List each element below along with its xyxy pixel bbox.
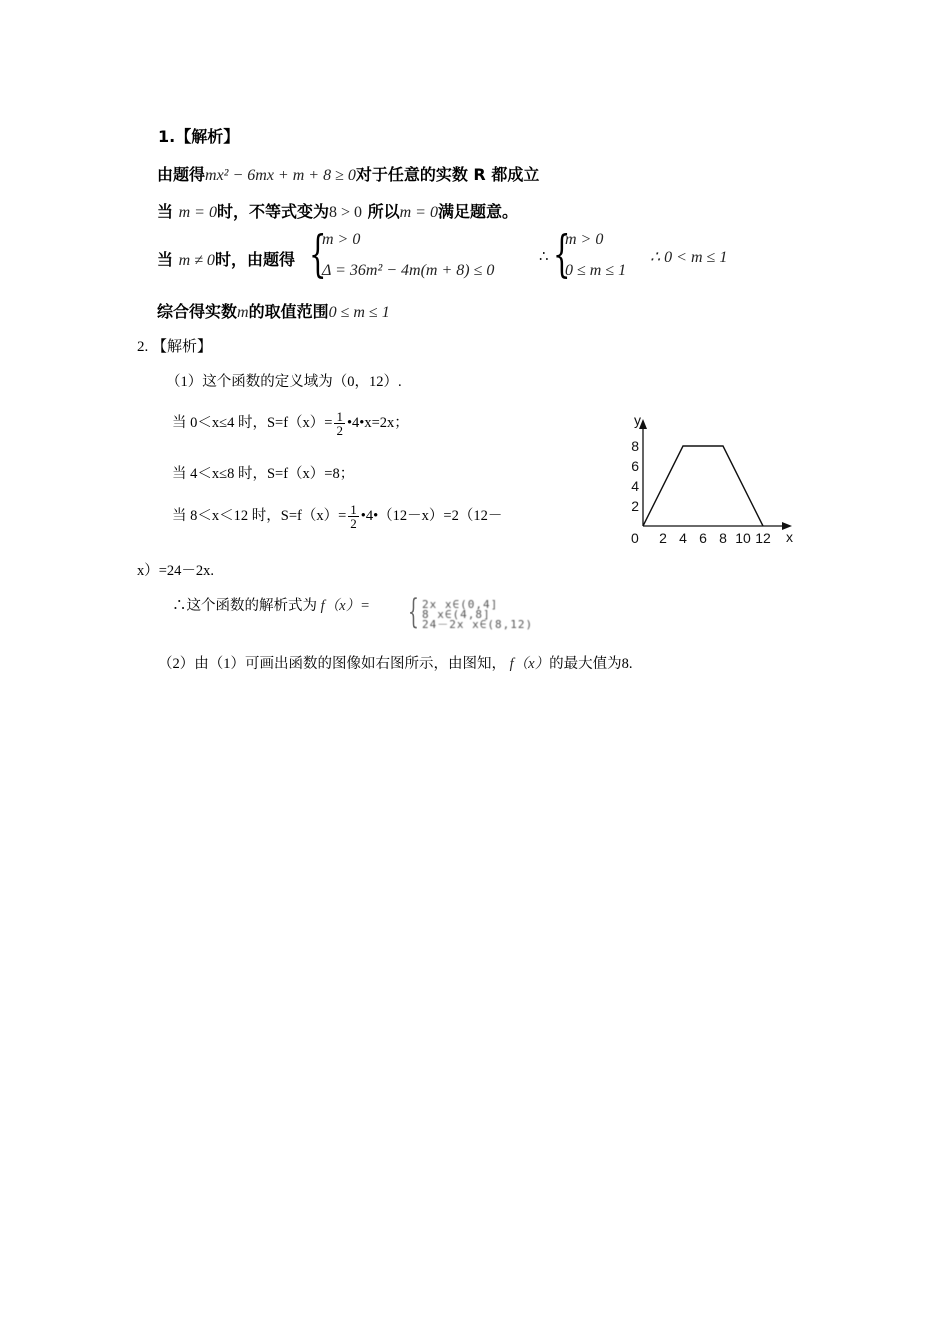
piecewise-brace: { — [408, 592, 419, 632]
system2-brace: { — [553, 225, 571, 283]
q2-case3 — [172, 503, 502, 530]
q1-heading: 1.【解析】 — [158, 127, 240, 146]
system1-brace: { — [309, 225, 327, 283]
q2-case1-den: 2 — [336, 423, 343, 438]
q2-case1 — [172, 410, 409, 437]
q1-line3-a: 当 — [157, 250, 174, 269]
q2-heading: 2. 【解析】 — [137, 339, 213, 355]
q2-conclusion-fx: f（x）= — [320, 598, 370, 614]
q2-case1-fraction — [334, 410, 345, 437]
q2-part2-a: （2）由（1）可画出函数的图像如右图所示，由图知， — [158, 656, 506, 672]
q2-case1-num: 1 — [336, 409, 343, 424]
q1-cond-m-zero: m = 0 — [178, 204, 217, 221]
piecewise-row1: 2x x∈(0,4] — [422, 598, 499, 611]
therefore2: ∴ 0 < m ≤ 1 — [650, 249, 728, 266]
q1-line3-b: 时，由题得 — [214, 250, 295, 269]
chart-axes — [634, 412, 793, 545]
y-axis-label: y — [634, 412, 641, 428]
q2-case3-fraction — [348, 503, 359, 530]
system2-row1: m > 0 — [565, 231, 604, 248]
chart-ticks — [631, 438, 771, 546]
q2-part1: （1）这个函数的定义域为（0，12）. — [166, 374, 402, 390]
function-graph — [620, 405, 820, 555]
q2-case3-num: 1 — [350, 502, 357, 517]
q1-line3 — [157, 247, 295, 270]
q1-line1 — [157, 162, 539, 185]
q2-case1-a: 当 0＜x≤4 时，S=f（x）= — [172, 414, 333, 431]
system2-row2: 0 ≤ m ≤ 1 — [565, 262, 627, 279]
q2-case3-cont: x）=24－2x. — [137, 563, 215, 579]
q1-line2 — [157, 199, 518, 222]
x-tick-label: 6 — [699, 530, 707, 546]
x-tick-label: 2 — [659, 530, 667, 546]
q1-final-range: 0 ≤ m ≤ 1 — [328, 304, 390, 321]
q1-line2-d: 满足题意。 — [437, 202, 518, 221]
q1-line1-suffix: 对于任意的实数 R 都成立 — [355, 165, 540, 184]
q2-conclusion — [172, 594, 370, 615]
q1-inequality: mx² − 6mx + m + 8 ≥ 0 — [205, 167, 356, 184]
q1-var-m: m — [237, 304, 249, 321]
q1-line4 — [157, 299, 390, 322]
q1-cond-m-zero-2: m = 0 — [399, 204, 438, 221]
x-tick-label: 10 — [735, 530, 751, 546]
x-tick-label: 8 — [719, 530, 727, 546]
q1-cond-m-nonzero: m ≠ 0 — [178, 252, 215, 269]
piecewise-row3: 24－2x x∈(8,12) — [422, 618, 534, 631]
q2-case2: 当 4＜x≤8 时，S=f（x）=8； — [172, 466, 355, 482]
q1-line2-b: 时，不等式变为 — [216, 202, 329, 221]
q2-case3-a: 当 8＜x＜12 时，S=f（x）= — [172, 507, 347, 524]
x-tick-label: 4 — [679, 530, 687, 546]
y-tick-label: 8 — [631, 438, 639, 454]
piecewise-row2: 8 x∈(4,8] — [422, 608, 491, 621]
q1-line4-a: 综合得实数 — [157, 302, 238, 321]
q2-case3-den: 2 — [350, 516, 357, 531]
y-tick-label: 4 — [631, 478, 639, 494]
x-tick-label: 0 — [631, 530, 639, 546]
q1-line2-a: 当 — [157, 202, 174, 221]
therefore1: ∴ — [539, 249, 549, 265]
q2-conclusion-a: ∴这个函数的解析式为 — [172, 598, 317, 614]
system1-row1: m > 0 — [322, 231, 361, 248]
q2-part2 — [158, 652, 632, 673]
q2-case1-b: •4•x=2x； — [346, 414, 409, 431]
q1-line4-b: 的取值范围 — [248, 302, 329, 321]
q2-part2-b: 的最大值为8. — [549, 656, 633, 672]
q1-line2-c: 所以 — [367, 202, 400, 221]
chart-series — [643, 446, 763, 526]
x-axis-label: x — [786, 529, 793, 545]
y-tick-label: 6 — [631, 458, 639, 474]
y-tick-label: 2 — [631, 498, 639, 514]
series-line — [643, 446, 763, 526]
system1-row2: Δ = 36m² − 4m(m + 8) ≤ 0 — [322, 262, 495, 279]
x-tick-label: 12 — [755, 530, 771, 546]
q1-ineq-8: 8 > 0 — [328, 204, 362, 221]
q1-line1-prefix: 由题得 — [157, 165, 206, 184]
q2-case3-b: •4•（12－x）=2（12－ — [360, 507, 503, 524]
q2-part2-fx: f（x） — [509, 656, 550, 672]
